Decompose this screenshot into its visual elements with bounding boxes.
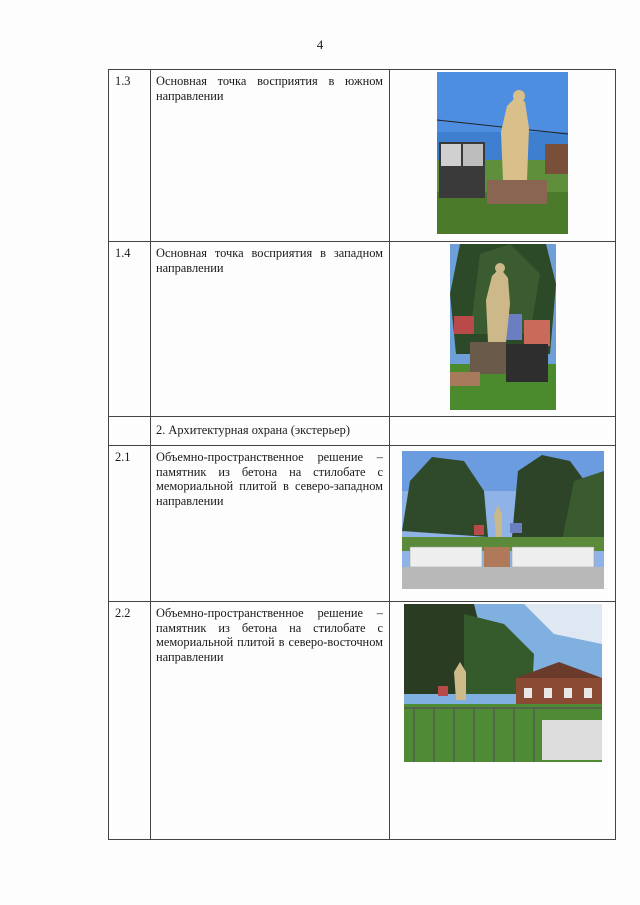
page-number: 4 — [316, 37, 324, 52]
row-number: 2.2 — [109, 602, 151, 840]
photo-cell — [390, 602, 616, 840]
row-number: 1.3 — [109, 70, 151, 242]
table-row — [109, 70, 616, 242]
row-number: 1.4 — [109, 242, 151, 417]
table-row — [109, 242, 616, 417]
monument-northeast-photo — [404, 604, 602, 762]
table-row — [109, 446, 616, 602]
monument-table — [108, 69, 616, 840]
photo-cell — [390, 242, 616, 417]
section-title: 2. Архитектурная охрана (экстерьер) — [151, 417, 390, 446]
row-description: Объемно-пространственное решение – памятник из бетона на стилобате с мемориальной плитой в северо-западном направлении — [151, 446, 390, 602]
row-description: Основная точка восприятия в западном направлении — [151, 242, 390, 417]
row-description: Основная точка восприятия в южном направлении — [151, 70, 390, 242]
table-row — [109, 602, 616, 840]
photo-cell — [390, 446, 616, 602]
row-description: Объемно-пространственное решение – памятник из бетона на стилобате с мемориальной плитой в северо-восточном направлении — [151, 602, 390, 840]
section-header-row — [109, 417, 616, 446]
monument-west-photo — [450, 244, 556, 410]
empty-cell — [390, 417, 616, 446]
row-number — [109, 417, 151, 446]
row-number: 2.1 — [109, 446, 151, 602]
monument-northwest-photo — [402, 451, 604, 589]
photo-cell — [390, 70, 616, 242]
monument-south-photo — [437, 72, 568, 234]
